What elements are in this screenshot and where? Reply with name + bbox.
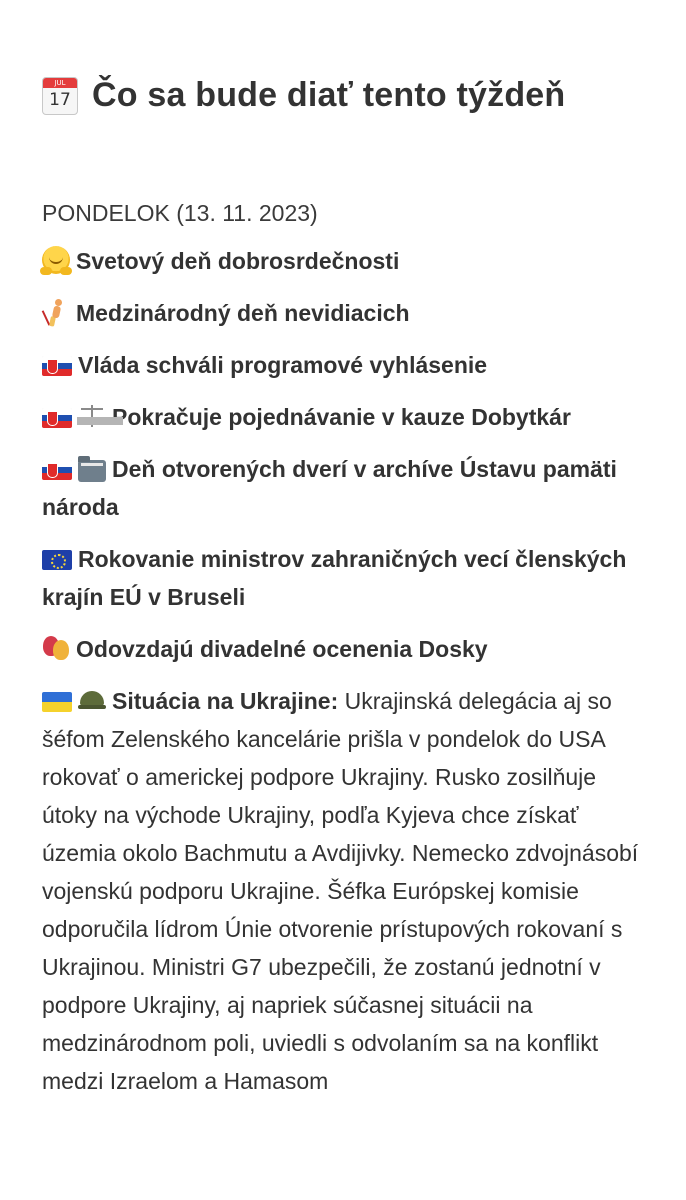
slovakia-flag-icon xyxy=(42,460,72,480)
military-helmet-icon xyxy=(78,686,106,714)
performing-arts-icon xyxy=(42,634,70,662)
ukraine-text: Ukrajinská delegácia aj so šéfom Zelenského kancelárie prišla v pondelok do USA rokovať o americkej podpore Ukrajiny. Rusko zosilňuje útoky na východe Ukrajiny, podľa Kyjeva chce získať územia okolo Bachmutu a Avdijivky. Nemecko zdvojnásobí vojenskú podporu Ukrajine. Šéfka Európskej komisie odporučila lídrom Únie otvorenie prístupových rokovaní s Ukrajinou. Ministri G7 ubezpečili, že zostanú jednotní v podpore Ukrajiny, aj napriek súčasnej situácii na medzinárodnom poli, uviedli s odvolaním sa na konflikt medzi Izraelom a Hamasom xyxy=(42,688,639,1094)
person-with-white-cane-icon xyxy=(42,298,70,326)
agenda-item-text: Deň otvorených dverí v archíve Ústavu pamäti národa xyxy=(42,456,617,520)
page-title xyxy=(42,76,565,115)
agenda-item xyxy=(42,398,648,436)
agenda-item xyxy=(42,450,648,526)
agenda-item-text: Vláda schváli programové vyhlásenie xyxy=(78,352,488,378)
slovakia-flag-icon xyxy=(42,408,72,428)
agenda-item xyxy=(42,540,648,616)
ukraine-situation xyxy=(42,682,648,1100)
calendar-month: JUL xyxy=(43,78,77,88)
day-heading: PONDELOK (13. 11. 2023) xyxy=(42,200,318,226)
agenda-item xyxy=(42,294,648,332)
agenda-item xyxy=(42,242,648,280)
agenda-item-text: Svetový deň dobrosrdečnosti xyxy=(76,248,400,274)
ukraine-label: Situácia na Ukrajine: xyxy=(112,688,339,714)
slovakia-flag-icon xyxy=(42,356,72,376)
calendar-icon xyxy=(42,77,78,115)
agenda-item-text: Rokovanie ministrov zahraničných vecí členských krajín EÚ v Bruseli xyxy=(42,546,627,610)
ukraine-flag-icon xyxy=(42,692,72,712)
week-agenda xyxy=(42,196,648,1114)
hugging-face-icon xyxy=(42,246,70,274)
title-text: Čo sa bude diať tento týždeň xyxy=(92,76,566,114)
calendar-day: 17 xyxy=(49,89,71,110)
agenda-item-text: Odovzdajú divadelné ocenenia Dosky xyxy=(76,636,488,662)
agenda-item xyxy=(42,346,648,384)
eu-flag-icon xyxy=(42,550,72,570)
agenda-item-text: Medzinárodný deň nevidiacich xyxy=(76,300,410,326)
agenda-item-text: Pokračuje pojednávanie v kauze Dobytkár xyxy=(112,404,571,430)
balance-scale-icon xyxy=(78,402,106,430)
file-folder-icon xyxy=(78,460,106,482)
agenda-item xyxy=(42,630,648,668)
